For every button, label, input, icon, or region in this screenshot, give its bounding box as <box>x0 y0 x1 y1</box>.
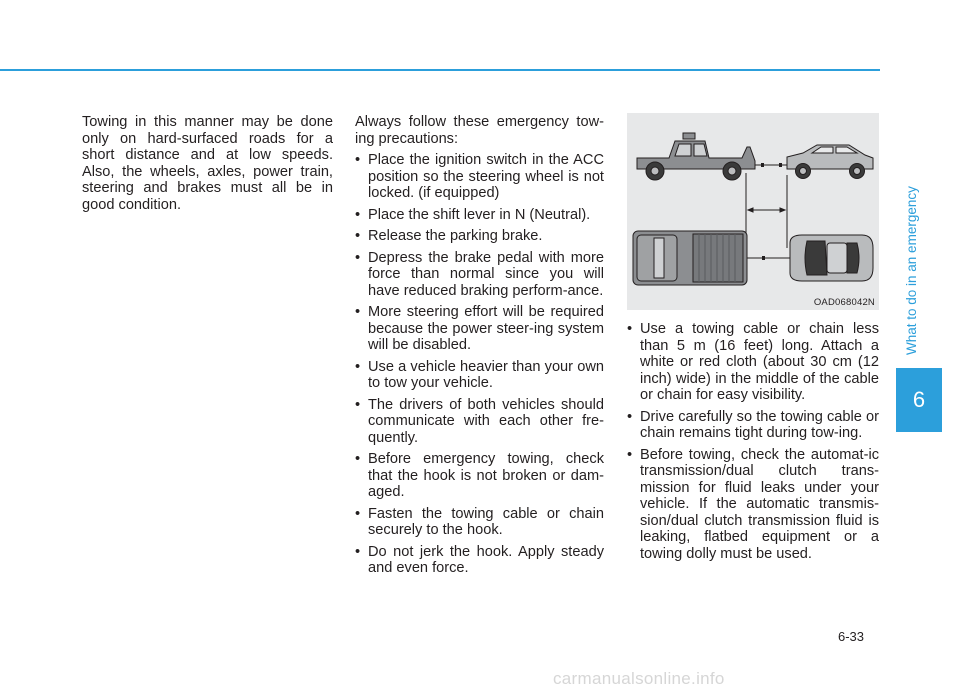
towing-conditions-paragraph: Towing in this manner may be done only on hard-surfaced roads for a short distance and at low speeds. Also, the wheels, axles, power train, steering and brakes must all be in good condition. <box>82 114 333 213</box>
distance-marker <box>746 173 787 253</box>
figure-code: OAD068042N <box>813 297 875 308</box>
list-item: • Fasten the towing cable or chain securely to the hook. <box>355 506 604 539</box>
towing-illustration <box>627 113 879 310</box>
list-item: • Release the parking brake. <box>355 228 604 245</box>
list-item: • Use a towing cable or chain less than 5 m (16 feet) long. Attach a white or red cloth (about 30 cm (12 inch) wide) in the middle of the cable or chain for easy visibility. <box>627 321 879 404</box>
list-item: • More steering effort will be required because the power steer-ing system will be disabled. <box>355 304 604 354</box>
chapter-side-title: What to do in an emergency <box>904 186 919 355</box>
header-rule <box>0 69 880 71</box>
tow-truck-top-view <box>633 231 747 285</box>
column-middle <box>355 114 604 577</box>
list-item: • Use a vehicle heavier than your own to tow your vehicle. <box>355 359 604 392</box>
column-right <box>627 316 879 562</box>
tow-truck-diagram <box>627 113 879 310</box>
tow-truck-side-view <box>637 133 755 180</box>
list-item: • Drive carefully so the towing cable or chain remains tight during tow-ing. <box>627 409 879 442</box>
list-item: • Place the shift lever in N (Neutral). <box>355 207 604 224</box>
list-item: • Do not jerk the hook. Apply steady and even force. <box>355 544 604 577</box>
list-item: • Depress the brake pedal with more force than normal since you will have reduced braking perform-ance. <box>355 250 604 300</box>
precautions-intro: Always follow these emergency tow-ing precautions: <box>355 114 604 147</box>
towing-tips-list <box>627 321 879 562</box>
list-item: • Before emergency towing, check that the hook is not broken or dam-aged. <box>355 451 604 501</box>
towed-car-top-view <box>790 235 873 281</box>
list-item: • Before towing, check the automat-ic transmission/dual clutch trans-mission for fluid leaks under your vehicle. If the automatic transmis-sion/dual clutch transmission fluid is leaking, flatbed equipment or a towing dolly must be used. <box>627 447 879 563</box>
watermark: carmanualsonline.info <box>553 669 725 688</box>
column-left <box>82 114 333 213</box>
page-number: 6-33 <box>838 629 865 644</box>
list-item: • The drivers of both vehicles should communicate with each other fre-quently. <box>355 397 604 447</box>
chapter-number-tab: 6 <box>896 368 942 432</box>
list-item: • Place the ignition switch in the ACC position so the steering wheel is not locked. (if equipped) <box>355 152 604 202</box>
precautions-list <box>355 152 604 577</box>
towed-car-side-view <box>787 145 873 179</box>
